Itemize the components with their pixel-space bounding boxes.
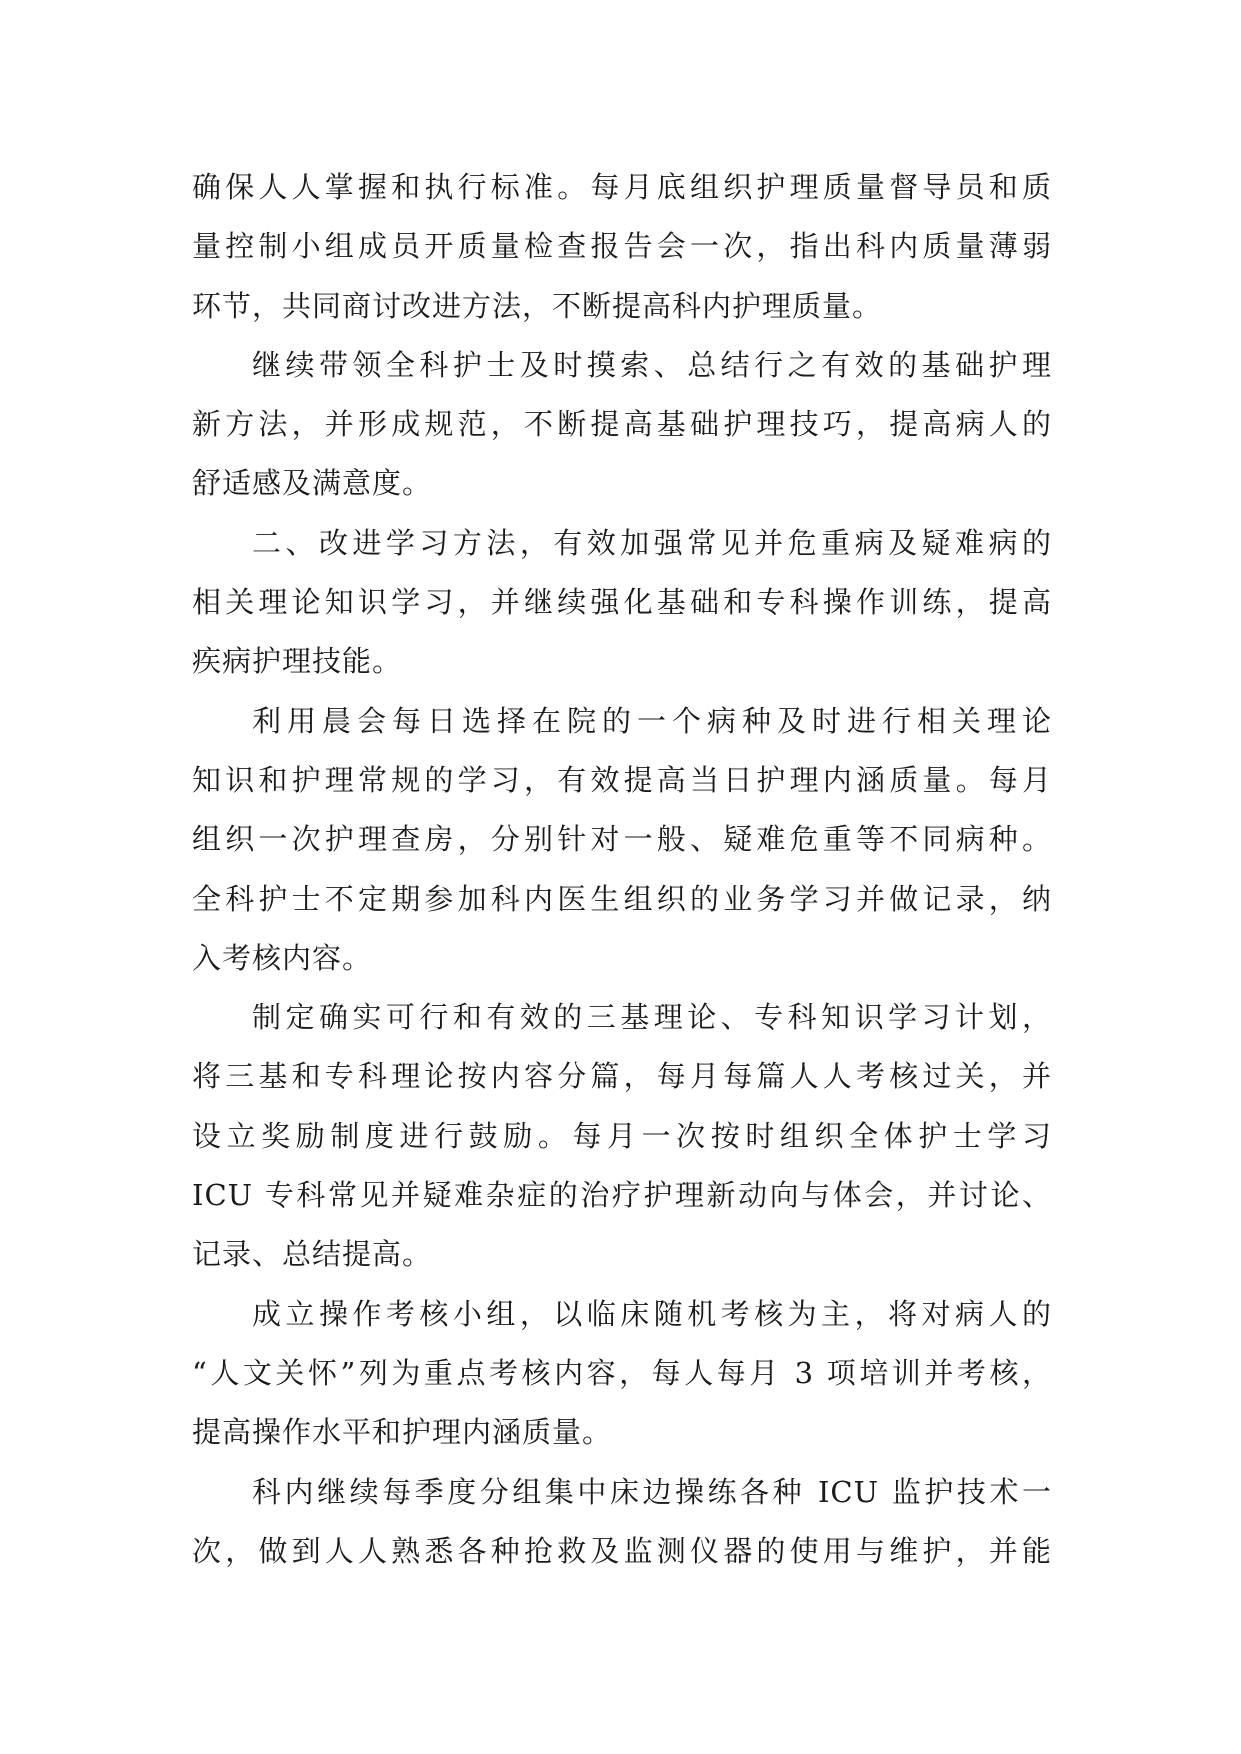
text-line: 制定确实可行和有效的三基理论、专科知识学习计划， bbox=[252, 1000, 1052, 1035]
text-line: 知识和护理常规的学习，有效提高当日护理内涵质量。每月 bbox=[192, 762, 1052, 797]
text-line: 科内继续每季度分组集中床边操练各种 ICU 监护技术一 bbox=[252, 1474, 1052, 1509]
text-line: 成立操作考核小组，以临床随机考核为主，将对病人的 bbox=[252, 1296, 1052, 1331]
text-line: 量控制小组成员开质量检查报告会一次，指出科内质量薄弱 bbox=[192, 229, 1052, 264]
text-line: 次，做到人人熟悉各种抢救及监测仪器的使用与维护，并能 bbox=[192, 1533, 1052, 1568]
text-line: 相关理论知识学习，并继续强化基础和专科操作训练，提高 bbox=[192, 585, 1052, 620]
text-line: 设立奖励制度进行鼓励。每月一次按时组织全体护士学习 bbox=[192, 1118, 1052, 1153]
text-line: 利用晨会每日选择在院的一个病种及时进行相关理论 bbox=[252, 703, 1052, 738]
text-line: 二、改进学习方法，有效加强常见并危重病及疑难病的 bbox=[252, 525, 1052, 560]
text-line: 提高操作水平和护理内涵质量。 bbox=[192, 1415, 613, 1450]
text-line: 组织一次护理查房，分别针对一般、疑难危重等不同病种。 bbox=[192, 822, 1052, 857]
text-line: 入考核内容。 bbox=[192, 940, 373, 975]
text-line: 确保人人掌握和执行标准。每月底组织护理质量督导员和质 bbox=[192, 170, 1052, 204]
text-line: 全科护士不定期参加科内医生组织的业务学习并做记录，纳 bbox=[192, 881, 1052, 916]
text-line: “人文关怀”列为重点考核内容，每人每月 3 项培训并考核， bbox=[192, 1355, 1052, 1390]
text-line: ICU 专科常见并疑难杂症的治疗护理新动向与体会，并讨论、 bbox=[192, 1178, 1052, 1213]
text-line: 将三基和专科理论按内容分篇，每月每篇人人考核过关，并 bbox=[192, 1059, 1052, 1094]
text-line: 环节，共同商讨改进方法，不断提高科内护理质量。 bbox=[192, 288, 883, 323]
text-line: 舒适感及满意度。 bbox=[192, 466, 433, 501]
document-body bbox=[192, 158, 1052, 1581]
text-line: 新方法，并形成规范，不断提高基础护理技巧，提高病人的 bbox=[192, 407, 1052, 442]
text-line: 记录、总结提高。 bbox=[192, 1237, 433, 1272]
text-line: 继续带领全科护士及时摸索、总结行之有效的基础护理 bbox=[252, 347, 1052, 382]
text-line: 疾病护理技能。 bbox=[192, 644, 403, 679]
